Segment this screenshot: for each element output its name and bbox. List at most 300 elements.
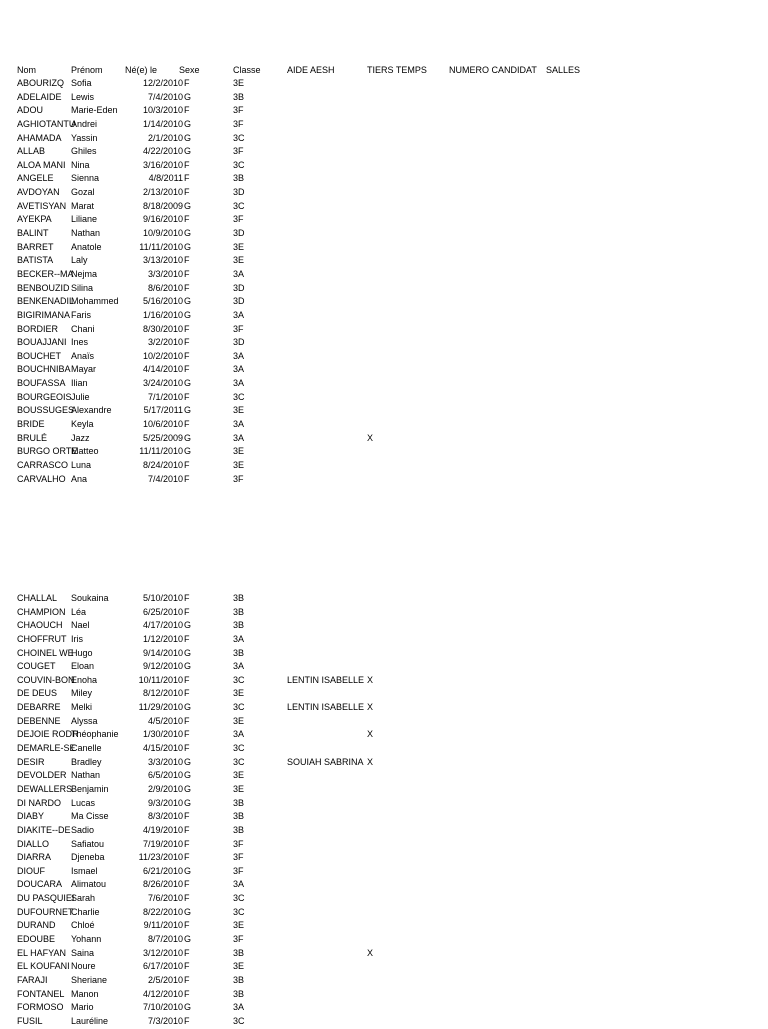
cell-nom: BENKENADIL bbox=[17, 296, 75, 307]
cell-date-naissance: 12/2/2010 bbox=[142, 78, 183, 88]
cell-prenom: Alyssa bbox=[71, 715, 98, 726]
table-row bbox=[17, 988, 757, 1002]
header-tiers-temps: TIERS TEMPS bbox=[367, 65, 427, 75]
header-row bbox=[17, 64, 757, 77]
cell-classe: 3F bbox=[233, 934, 244, 945]
cell-prenom: Ismael bbox=[71, 865, 98, 876]
cell-sexe: F bbox=[184, 1015, 190, 1026]
cell-sexe: F bbox=[184, 78, 190, 88]
cell-aide-aesh: LENTIN ISABELLE bbox=[287, 702, 365, 713]
cell-nom: DU PASQUIEI bbox=[17, 893, 75, 904]
cell-sexe: G bbox=[184, 770, 192, 781]
cell-nom: AVETISYAN bbox=[17, 200, 67, 211]
cell-aide-aesh: LENTIN ISABELLE bbox=[287, 674, 365, 685]
cell-classe: 3C bbox=[233, 1015, 245, 1026]
cell-prenom: Lucas bbox=[71, 797, 96, 808]
cell-classe: 3F bbox=[233, 118, 244, 129]
cell-classe: 3B bbox=[233, 606, 245, 617]
table-row bbox=[17, 783, 757, 797]
table-row bbox=[17, 391, 757, 405]
cell-prenom: Canelle bbox=[71, 743, 102, 754]
cell-sexe: F bbox=[184, 473, 190, 484]
cell-date-naissance: 4/5/2010 bbox=[147, 715, 183, 726]
cell-prenom: Nina bbox=[71, 159, 90, 170]
cell-classe: 3C bbox=[233, 674, 245, 685]
cell-nom: AYEKPA bbox=[17, 214, 52, 225]
cell-sexe: F bbox=[184, 852, 190, 863]
cell-nom: BOUSSUGES bbox=[17, 405, 75, 416]
cell-classe: 3E bbox=[233, 715, 245, 726]
cell-nom: DI NARDO bbox=[17, 797, 62, 808]
cell-sexe: F bbox=[184, 255, 190, 266]
cell-prenom: Anatole bbox=[71, 241, 102, 252]
cell-sexe: F bbox=[184, 350, 190, 361]
cell-classe: 3B bbox=[233, 647, 245, 658]
cell-classe: 3E bbox=[233, 920, 245, 931]
cell-date-naissance: 7/19/2010 bbox=[142, 838, 183, 849]
cell-date-naissance: 1/14/2010 bbox=[142, 118, 183, 129]
header-nom: Nom bbox=[17, 65, 37, 75]
cell-classe: 3A bbox=[233, 364, 245, 375]
cell-nom: CHOINEL WE bbox=[17, 647, 74, 658]
cell-sexe: G bbox=[184, 296, 192, 307]
table-row bbox=[17, 660, 757, 674]
cell-nom: CHAMPION bbox=[17, 606, 66, 617]
cell-date-naissance: 5/25/2009 bbox=[142, 432, 183, 443]
cell-date-naissance: 2/5/2010 bbox=[147, 974, 183, 985]
table-row bbox=[17, 404, 757, 418]
cell-nom: BRULÉ bbox=[17, 432, 48, 443]
cell-date-naissance: 3/2/2010 bbox=[147, 337, 183, 348]
cell-classe: 3B bbox=[233, 593, 245, 603]
cell-nom: FONTANEL bbox=[17, 988, 65, 999]
cell-sexe: G bbox=[184, 1002, 192, 1013]
cell-classe: 3A bbox=[233, 879, 245, 890]
cell-prenom: Jazz bbox=[71, 432, 90, 443]
cell-classe: 3B bbox=[233, 974, 245, 985]
cell-sexe: G bbox=[184, 200, 192, 211]
cell-tiers-temps: X bbox=[367, 674, 374, 685]
cell-nom: DEJOIE RODR bbox=[17, 729, 79, 740]
cell-prenom: Eloan bbox=[71, 661, 95, 672]
cell-classe: 3A bbox=[233, 309, 245, 320]
cell-date-naissance: 3/24/2010 bbox=[142, 378, 183, 389]
cell-tiers-temps: X bbox=[367, 432, 374, 443]
cell-prenom: Noure bbox=[71, 961, 96, 972]
cell-nom: BARRET bbox=[17, 241, 54, 252]
table-row bbox=[17, 77, 757, 91]
cell-date-naissance: 8/26/2010 bbox=[142, 879, 183, 890]
table-row bbox=[17, 1001, 757, 1015]
cell-nom: BOUFASSA bbox=[17, 378, 66, 389]
table-row bbox=[17, 323, 757, 337]
cell-classe: 3B bbox=[233, 797, 245, 808]
cell-nom: BURGO ORTE bbox=[17, 446, 78, 457]
table-row bbox=[17, 728, 757, 742]
cell-date-naissance: 3/3/2010 bbox=[147, 268, 183, 279]
header-ne: Né(e) le bbox=[125, 65, 158, 75]
cell-sexe: G bbox=[184, 241, 192, 252]
cell-nom: BORDIER bbox=[17, 323, 59, 334]
cell-prenom: Saina bbox=[71, 947, 95, 958]
cell-date-naissance: 2/1/2010 bbox=[147, 132, 183, 143]
table-row bbox=[17, 619, 757, 633]
cell-classe: 3E bbox=[233, 241, 245, 252]
cell-sexe: F bbox=[184, 838, 190, 849]
cell-nom: EL KOUFANI bbox=[17, 961, 70, 972]
cell-nom: CHAOUCH bbox=[17, 620, 63, 631]
cell-prenom: Matteo bbox=[71, 446, 99, 457]
cell-sexe: G bbox=[184, 934, 192, 945]
cell-prenom: Miley bbox=[71, 688, 93, 699]
student-table-block-2 bbox=[17, 592, 757, 1029]
cell-prenom: Mario bbox=[71, 1002, 94, 1013]
cell-nom: ABOURIZQ bbox=[17, 78, 65, 88]
cell-nom: AGHIOTANTU bbox=[17, 118, 76, 129]
cell-nom: DOUCARA bbox=[17, 879, 63, 890]
table-row bbox=[17, 473, 757, 487]
cell-date-naissance: 7/4/2010 bbox=[147, 473, 183, 484]
cell-prenom: Mohammed bbox=[71, 296, 119, 307]
cell-prenom: Luna bbox=[71, 459, 92, 470]
cell-prenom: Iris bbox=[71, 633, 83, 644]
cell-sexe: F bbox=[184, 974, 190, 985]
header-salles: SALLES bbox=[546, 65, 581, 75]
cell-classe: 3F bbox=[233, 852, 244, 863]
cell-date-naissance: 3/13/2010 bbox=[142, 255, 183, 266]
cell-sexe: F bbox=[184, 633, 190, 644]
cell-nom: AHAMADA bbox=[17, 132, 62, 143]
cell-nom: BECKER--MA bbox=[17, 268, 74, 279]
table-row bbox=[17, 933, 757, 947]
cell-classe: 3E bbox=[233, 405, 245, 416]
cell-prenom: Sofia bbox=[71, 78, 92, 88]
cell-nom: BOUCHNIBA bbox=[17, 364, 71, 375]
table-row bbox=[17, 159, 757, 173]
cell-classe: 3A bbox=[233, 268, 245, 279]
cell-classe: 3B bbox=[233, 811, 245, 822]
cell-nom: ADOU bbox=[17, 105, 44, 116]
cell-prenom: Andrei bbox=[71, 118, 98, 129]
cell-nom: DEBARRE bbox=[17, 702, 61, 713]
cell-date-naissance: 4/17/2010 bbox=[142, 620, 183, 631]
cell-sexe: F bbox=[184, 743, 190, 754]
cell-date-naissance: 4/12/2010 bbox=[142, 988, 183, 999]
cell-prenom: Laly bbox=[71, 255, 88, 266]
cell-classe: 3A bbox=[233, 432, 245, 443]
cell-aide-aesh: SOUIAH SABRINA bbox=[287, 756, 364, 767]
cell-tiers-temps: X bbox=[367, 729, 374, 740]
cell-sexe: G bbox=[184, 865, 192, 876]
cell-nom: BATISTA bbox=[17, 255, 54, 266]
cell-sexe: G bbox=[184, 446, 192, 457]
cell-classe: 3A bbox=[233, 633, 245, 644]
table-row bbox=[17, 172, 757, 186]
cell-date-naissance: 9/11/2010 bbox=[143, 920, 183, 931]
cell-sexe: F bbox=[184, 419, 190, 430]
cell-prenom: Ghiles bbox=[71, 146, 97, 157]
cell-classe: 3F bbox=[233, 105, 244, 116]
cell-classe: 3F bbox=[233, 838, 244, 849]
cell-date-naissance: 7/4/2010 bbox=[147, 91, 183, 102]
cell-classe: 3B bbox=[233, 620, 245, 631]
table-row bbox=[17, 241, 757, 255]
cell-prenom: Alimatou bbox=[71, 879, 107, 890]
cell-sexe: G bbox=[184, 702, 192, 713]
table-row bbox=[17, 824, 757, 838]
cell-classe: 3B bbox=[233, 173, 245, 184]
cell-nom: CHALLAL bbox=[17, 593, 58, 603]
cell-date-naissance: 8/3/2010 bbox=[147, 811, 183, 822]
cell-nom: BOURGEOIS bbox=[17, 391, 72, 402]
table-row bbox=[17, 418, 757, 432]
cell-classe: 3C bbox=[233, 132, 245, 143]
table-row bbox=[17, 715, 757, 729]
cell-nom: DESIR bbox=[17, 756, 45, 767]
cell-sexe: F bbox=[184, 391, 190, 402]
table-row bbox=[17, 254, 757, 268]
cell-sexe: G bbox=[184, 906, 192, 917]
cell-nom: DIAKITE--DE bbox=[17, 824, 71, 835]
cell-date-naissance: 3/3/2010 bbox=[147, 756, 183, 767]
cell-date-naissance: 10/2/2010 bbox=[142, 350, 183, 361]
cell-date-naissance: 9/12/2010 bbox=[142, 661, 183, 672]
cell-sexe: G bbox=[184, 756, 192, 767]
cell-classe: 3D bbox=[233, 337, 245, 348]
cell-nom: COUVIN-BON bbox=[17, 674, 75, 685]
header-classe: Classe bbox=[233, 65, 261, 75]
cell-date-naissance: 8/12/2010 bbox=[142, 688, 183, 699]
cell-classe: 3D bbox=[233, 282, 245, 293]
cell-nom: FORMOSO bbox=[17, 1002, 64, 1013]
cell-sexe: F bbox=[184, 159, 190, 170]
table-row bbox=[17, 432, 757, 446]
cell-sexe: G bbox=[184, 118, 192, 129]
cell-sexe: G bbox=[184, 309, 192, 320]
cell-date-naissance: 9/3/2010 bbox=[147, 797, 183, 808]
cell-prenom: Djeneba bbox=[71, 852, 105, 863]
cell-sexe: G bbox=[184, 91, 192, 102]
cell-prenom: Anaïs bbox=[71, 350, 95, 361]
cell-sexe: G bbox=[184, 620, 192, 631]
cell-date-naissance: 8/7/2010 bbox=[147, 934, 183, 945]
cell-prenom: Lauréline bbox=[71, 1015, 109, 1026]
table-row bbox=[17, 919, 757, 933]
table-row bbox=[17, 336, 757, 350]
cell-sexe: F bbox=[184, 323, 190, 334]
cell-date-naissance: 9/16/2010 bbox=[142, 214, 183, 225]
cell-prenom: Manon bbox=[71, 988, 99, 999]
cell-date-naissance: 1/12/2010 bbox=[142, 633, 183, 644]
cell-prenom: Sarah bbox=[71, 893, 96, 904]
table-row bbox=[17, 865, 757, 879]
cell-date-naissance: 4/8/2011 bbox=[148, 173, 183, 184]
cell-prenom: Léa bbox=[71, 606, 87, 617]
cell-nom: CARVALHO bbox=[17, 473, 66, 484]
cell-nom: CARRASCO bbox=[17, 459, 69, 470]
cell-prenom: Chani bbox=[71, 323, 95, 334]
table-row bbox=[17, 974, 757, 988]
header-prenom: Prénom bbox=[71, 65, 103, 75]
cell-date-naissance: 6/17/2010 bbox=[142, 961, 183, 972]
cell-sexe: G bbox=[184, 228, 192, 239]
cell-tiers-temps: X bbox=[367, 702, 374, 713]
cell-classe: 3E bbox=[233, 255, 245, 266]
cell-date-naissance: 1/30/2010 bbox=[142, 729, 183, 740]
cell-sexe: G bbox=[184, 432, 192, 443]
cell-date-naissance: 11/11/2010 bbox=[139, 446, 183, 457]
table-row bbox=[17, 810, 757, 824]
table-row bbox=[17, 838, 757, 852]
cell-classe: 3F bbox=[233, 865, 244, 876]
cell-prenom: Enoha bbox=[71, 674, 98, 685]
cell-prenom: Faris bbox=[71, 309, 91, 320]
table-row bbox=[17, 309, 757, 323]
table-row bbox=[17, 797, 757, 811]
header-sexe: Sexe bbox=[179, 65, 200, 75]
table-row bbox=[17, 145, 757, 159]
cell-prenom: Yassin bbox=[71, 132, 98, 143]
cell-date-naissance: 10/3/2010 bbox=[142, 105, 183, 116]
cell-sexe: F bbox=[184, 920, 190, 931]
cell-prenom: Liliane bbox=[71, 214, 98, 225]
cell-prenom: Alexandre bbox=[71, 405, 112, 416]
cell-sexe: F bbox=[184, 879, 190, 890]
cell-nom: BIGIRIMANA bbox=[17, 309, 71, 320]
cell-nom: AVDOYAN bbox=[17, 187, 60, 198]
header-aide-aesh: AIDE AESH bbox=[287, 65, 335, 75]
cell-classe: 3E bbox=[233, 770, 245, 781]
table-row bbox=[17, 892, 757, 906]
cell-date-naissance: 8/24/2010 bbox=[142, 459, 183, 470]
cell-classe: 3E bbox=[233, 446, 245, 457]
table-row bbox=[17, 947, 757, 961]
cell-classe: 3A bbox=[233, 378, 245, 389]
cell-prenom: Sienna bbox=[71, 173, 100, 184]
cell-nom: EL HAFYAN bbox=[17, 947, 67, 958]
table-row bbox=[17, 960, 757, 974]
cell-date-naissance: 8/6/2010 bbox=[147, 282, 183, 293]
cell-sexe: F bbox=[184, 715, 190, 726]
cell-nom: ALOA MANI bbox=[17, 159, 66, 170]
cell-classe: 3C bbox=[233, 391, 245, 402]
table-row bbox=[17, 213, 757, 227]
cell-classe: 3B bbox=[233, 91, 245, 102]
cell-date-naissance: 2/13/2010 bbox=[142, 187, 183, 198]
cell-classe: 3A bbox=[233, 729, 245, 740]
cell-prenom: Ma Cisse bbox=[71, 811, 109, 822]
cell-prenom: Lewis bbox=[71, 91, 95, 102]
cell-date-naissance: 7/6/2010 bbox=[147, 893, 183, 904]
cell-sexe: G bbox=[184, 661, 192, 672]
cell-date-naissance: 11/11/2010 bbox=[139, 241, 183, 252]
cell-date-naissance: 8/22/2010 bbox=[142, 906, 183, 917]
cell-classe: 3C bbox=[233, 906, 245, 917]
cell-prenom: Safiatou bbox=[71, 838, 105, 849]
table-row bbox=[17, 91, 757, 105]
cell-date-naissance: 6/5/2010 bbox=[147, 770, 183, 781]
cell-nom: DIARRA bbox=[17, 852, 52, 863]
cell-date-naissance: 4/22/2010 bbox=[142, 146, 183, 157]
cell-classe: 3E bbox=[233, 459, 245, 470]
cell-date-naissance: 6/21/2010 bbox=[142, 865, 183, 876]
cell-sexe: F bbox=[184, 606, 190, 617]
table-row bbox=[17, 878, 757, 892]
cell-sexe: F bbox=[184, 824, 190, 835]
cell-nom: BRIDE bbox=[17, 419, 45, 430]
cell-nom: CHOFFRUT bbox=[17, 633, 67, 644]
cell-prenom: Charlie bbox=[71, 906, 100, 917]
cell-prenom: Nael bbox=[71, 620, 90, 631]
cell-date-naissance: 8/18/2009 bbox=[142, 200, 183, 211]
cell-nom: DE DEUS bbox=[17, 688, 58, 699]
cell-prenom: Sheriane bbox=[71, 974, 108, 985]
cell-classe: 3F bbox=[233, 473, 244, 484]
cell-classe: 3A bbox=[233, 350, 245, 361]
cell-date-naissance: 7/10/2010 bbox=[142, 1002, 183, 1013]
cell-date-naissance: 4/15/2010 bbox=[142, 743, 183, 754]
table-row bbox=[17, 606, 757, 620]
cell-sexe: G bbox=[184, 378, 192, 389]
cell-prenom: Soukaina bbox=[71, 593, 109, 603]
cell-prenom: Ines bbox=[71, 337, 89, 348]
cell-classe: 3E bbox=[233, 961, 245, 972]
cell-tiers-temps: X bbox=[367, 756, 374, 767]
cell-sexe: F bbox=[184, 173, 190, 184]
cell-classe: 3E bbox=[233, 783, 245, 794]
cell-nom: DURAND bbox=[17, 920, 56, 931]
cell-classe: 3D bbox=[233, 187, 245, 198]
cell-nom: DEWALLERS bbox=[17, 783, 73, 794]
cell-date-naissance: 10/11/2010 bbox=[138, 674, 183, 685]
cell-classe: 3C bbox=[233, 743, 245, 754]
cell-sexe: G bbox=[184, 132, 192, 143]
table-row bbox=[17, 350, 757, 364]
cell-classe: 3C bbox=[233, 756, 245, 767]
cell-sexe: F bbox=[184, 893, 190, 904]
cell-prenom: Julie bbox=[71, 391, 90, 402]
cell-sexe: F bbox=[184, 674, 190, 685]
cell-sexe: F bbox=[184, 729, 190, 740]
cell-sexe: G bbox=[184, 647, 192, 658]
cell-prenom: Théophanie bbox=[71, 729, 119, 740]
cell-classe: 3C bbox=[233, 159, 245, 170]
cell-sexe: F bbox=[184, 593, 190, 603]
cell-nom: ANGELE bbox=[17, 173, 54, 184]
cell-nom: BALINT bbox=[17, 228, 49, 239]
table-row bbox=[17, 674, 757, 688]
cell-sexe: F bbox=[184, 214, 190, 225]
cell-prenom: Gozal bbox=[71, 187, 95, 198]
table-row bbox=[17, 769, 757, 783]
table-row bbox=[17, 592, 757, 606]
cell-prenom: Marat bbox=[71, 200, 95, 211]
cell-prenom: Keyla bbox=[71, 419, 94, 430]
cell-classe: 3B bbox=[233, 988, 245, 999]
table-row bbox=[17, 851, 757, 865]
cell-prenom: Yohann bbox=[71, 934, 102, 945]
cell-sexe: F bbox=[184, 947, 190, 958]
cell-sexe: F bbox=[184, 988, 190, 999]
cell-classe: 3B bbox=[233, 947, 245, 958]
cell-classe: 3D bbox=[233, 228, 245, 239]
table-row bbox=[17, 268, 757, 282]
table-row bbox=[17, 186, 757, 200]
cell-nom: ALLAB bbox=[17, 146, 46, 157]
cell-date-naissance: 11/29/2010 bbox=[138, 702, 183, 713]
cell-sexe: F bbox=[184, 282, 190, 293]
cell-sexe: F bbox=[184, 961, 190, 972]
